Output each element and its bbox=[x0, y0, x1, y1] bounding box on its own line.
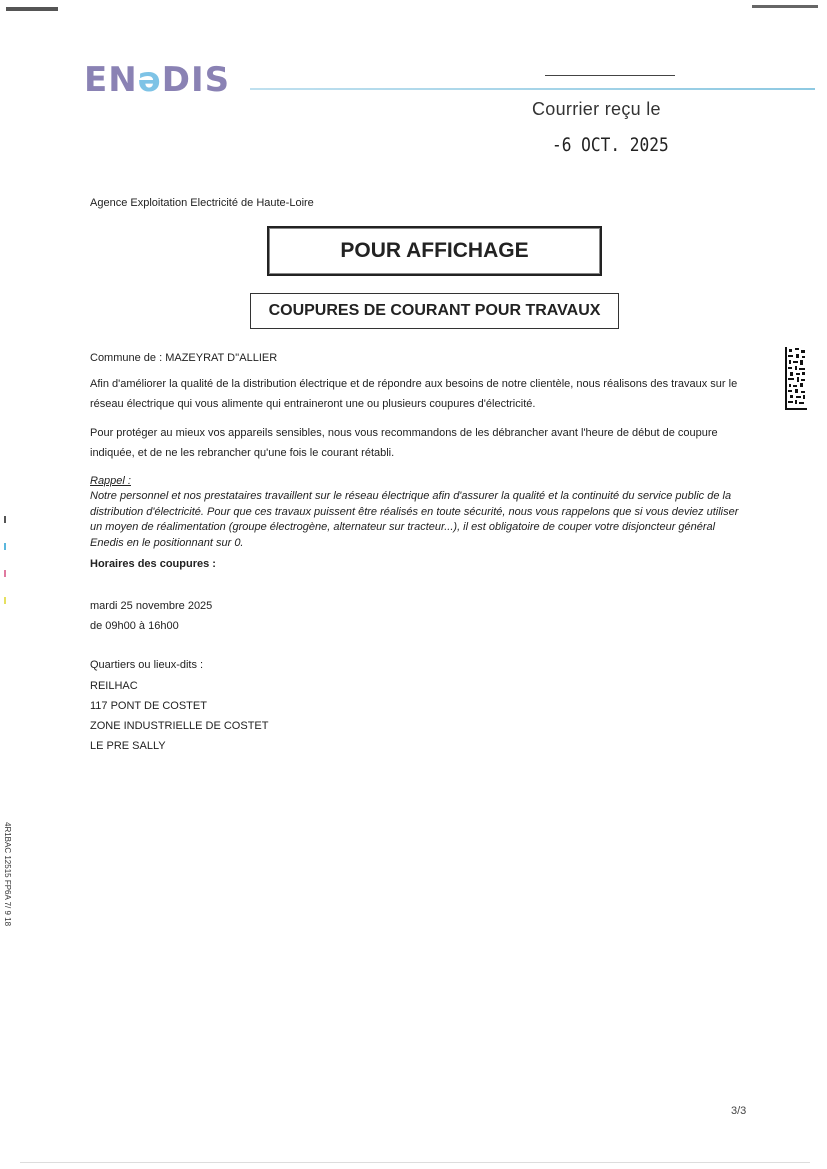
rappel-body: Notre personnel et nos prestataires travaillent sur le réseau électrique afin d'assurer la qualité et la continuité du service public de la distribution d'électricité. Pour que ces travaux puissent être réalisés en toute sécurité, nous vous rappelons que si vous deviez utiliser un moyen de réalimentation (groupe électrogène, alternateur sur tracteur...), il est obligatoire de couper votre disjoncteur général Enedis en le positionnant sur 0. bbox=[90, 490, 739, 549]
place-item: 117 PONT DE COSTET bbox=[90, 700, 207, 712]
outage-time: de 09h00 à 16h00 bbox=[90, 620, 179, 632]
horaires-title: Horaires des coupures : bbox=[90, 558, 216, 570]
scan-tick bbox=[4, 516, 6, 523]
received-stamp-date: -6 OCT. 2025 bbox=[552, 134, 669, 156]
title-text: POUR AFFICHAGE bbox=[340, 239, 529, 262]
enedis-logo: ENəDIS bbox=[84, 60, 231, 100]
agency-name: Agence Exploitation Electricité de Haute-Loire bbox=[90, 197, 314, 209]
scan-tick bbox=[4, 597, 6, 604]
title-box bbox=[267, 226, 602, 276]
outage-date: mardi 25 novembre 2025 bbox=[90, 600, 213, 612]
quartiers-title: Quartiers ou lieux-dits : bbox=[90, 659, 204, 671]
datamatrix-code bbox=[785, 347, 807, 410]
intro-paragraph: Afin d'améliorer la qualité de la distribution électrique et de répondre aux besoins de notre clientèle, nous réalisons des travaux sur le réseau électrique qui vous alimente qui entraineront une ou plusieurs coupures d'électricité. bbox=[90, 378, 738, 410]
page-number: 3/3 bbox=[731, 1105, 747, 1117]
place-item: ZONE INDUSTRIELLE DE COSTET bbox=[90, 720, 269, 732]
header-rule bbox=[250, 88, 815, 90]
scan-mark bbox=[752, 5, 818, 8]
scan-edge bbox=[20, 1162, 810, 1163]
place-item: LE PRE SALLY bbox=[90, 740, 166, 752]
subtitle-box bbox=[250, 293, 619, 329]
scan-mark bbox=[6, 7, 58, 11]
stamp-rule bbox=[545, 75, 675, 76]
side-code: 4R1BAC 12515 FP6A 7/ 9 18 bbox=[3, 822, 12, 927]
rappel-title: Rappel : bbox=[90, 475, 131, 487]
commune-line: Commune de : MAZEYRAT D''ALLIER bbox=[90, 352, 278, 364]
scan-tick bbox=[4, 543, 6, 550]
subtitle-text: COUPURES DE COURANT POUR TRAVAUX bbox=[268, 302, 601, 319]
place-item: REILHAC bbox=[90, 680, 138, 692]
advice-paragraph: Pour protéger au mieux vos appareils sensibles, nous vous recommandons de les débrancher avant l'heure de début de coupure indiquée, et de ne les rebrancher qu'une fois le courant rétabli. bbox=[90, 427, 718, 459]
scan-tick bbox=[4, 570, 6, 577]
received-stamp-label: Courrier reçu le bbox=[532, 99, 661, 119]
